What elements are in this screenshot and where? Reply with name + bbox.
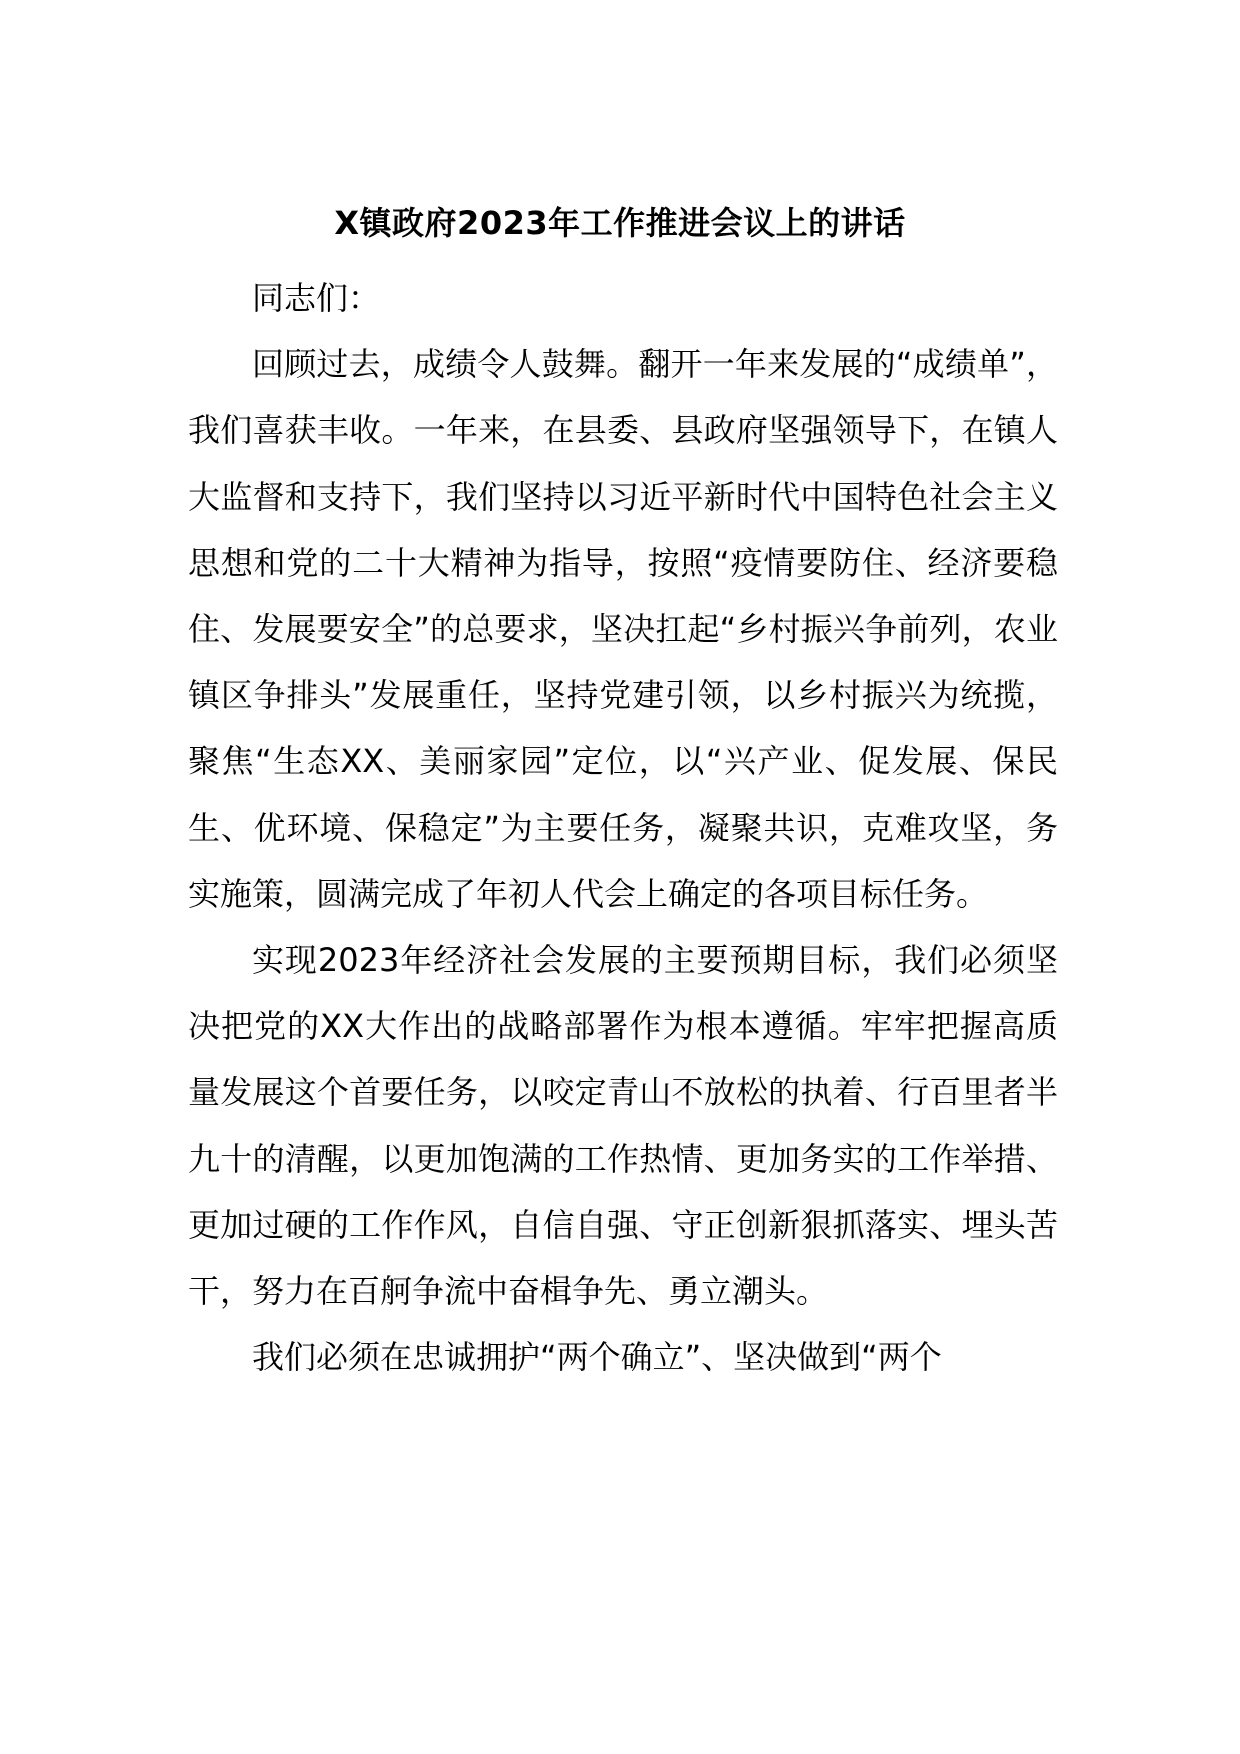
document-title: X镇政府2023年工作推进会议上的讲话 [334, 204, 906, 242]
greeting: 同志们： [252, 279, 381, 317]
paragraph-2: 实现2023年经济社会发展的主要预期目标，我们必须坚决把党的XX大作出的战略部署作为根本遵循。牢牢把握高质量发展这个首要任务，以咬定青山不放松的执着、行百里者半九十的清醒，以更加饱满的工作热情、更加务实的工作举措、更加过硬的工作作风，自信自强、守正创新狠抓落实、埋头苦干，努力在百舸争流中奋楫争先、勇立潮头。 [188, 941, 1058, 1311]
paragraph-1: 回顾过去，成绩令人鼓舞。翻开一年来发展的“成绩单”，我们喜获丰收。一年来，在县委、县政府坚强领导下，在镇人大监督和支持下，我们坚持以习近平新时代中国特色社会主义思想和党的二十大精神为指导，按照“疫情要防住、经济要稳住、发展要安全”的总要求，坚决扛起“乡村振兴争前列，农业镇区争排头”发展重任，坚持党建引领，以乡村振兴为统揽，聚焦“生态XX、美丽家园”定位，以“兴产业、促发展、保民生、优环境、保稳定”为主要任务，凝聚共识，克难攻坚，务实施策，圆满完成了年初人代会上确定的各项目标任务。 [188, 345, 1058, 913]
paragraph-3: 我们必须在忠诚拥护“两个确立”、坚决做到“两个 [252, 1338, 942, 1377]
document-body [188, 265, 1058, 1390]
